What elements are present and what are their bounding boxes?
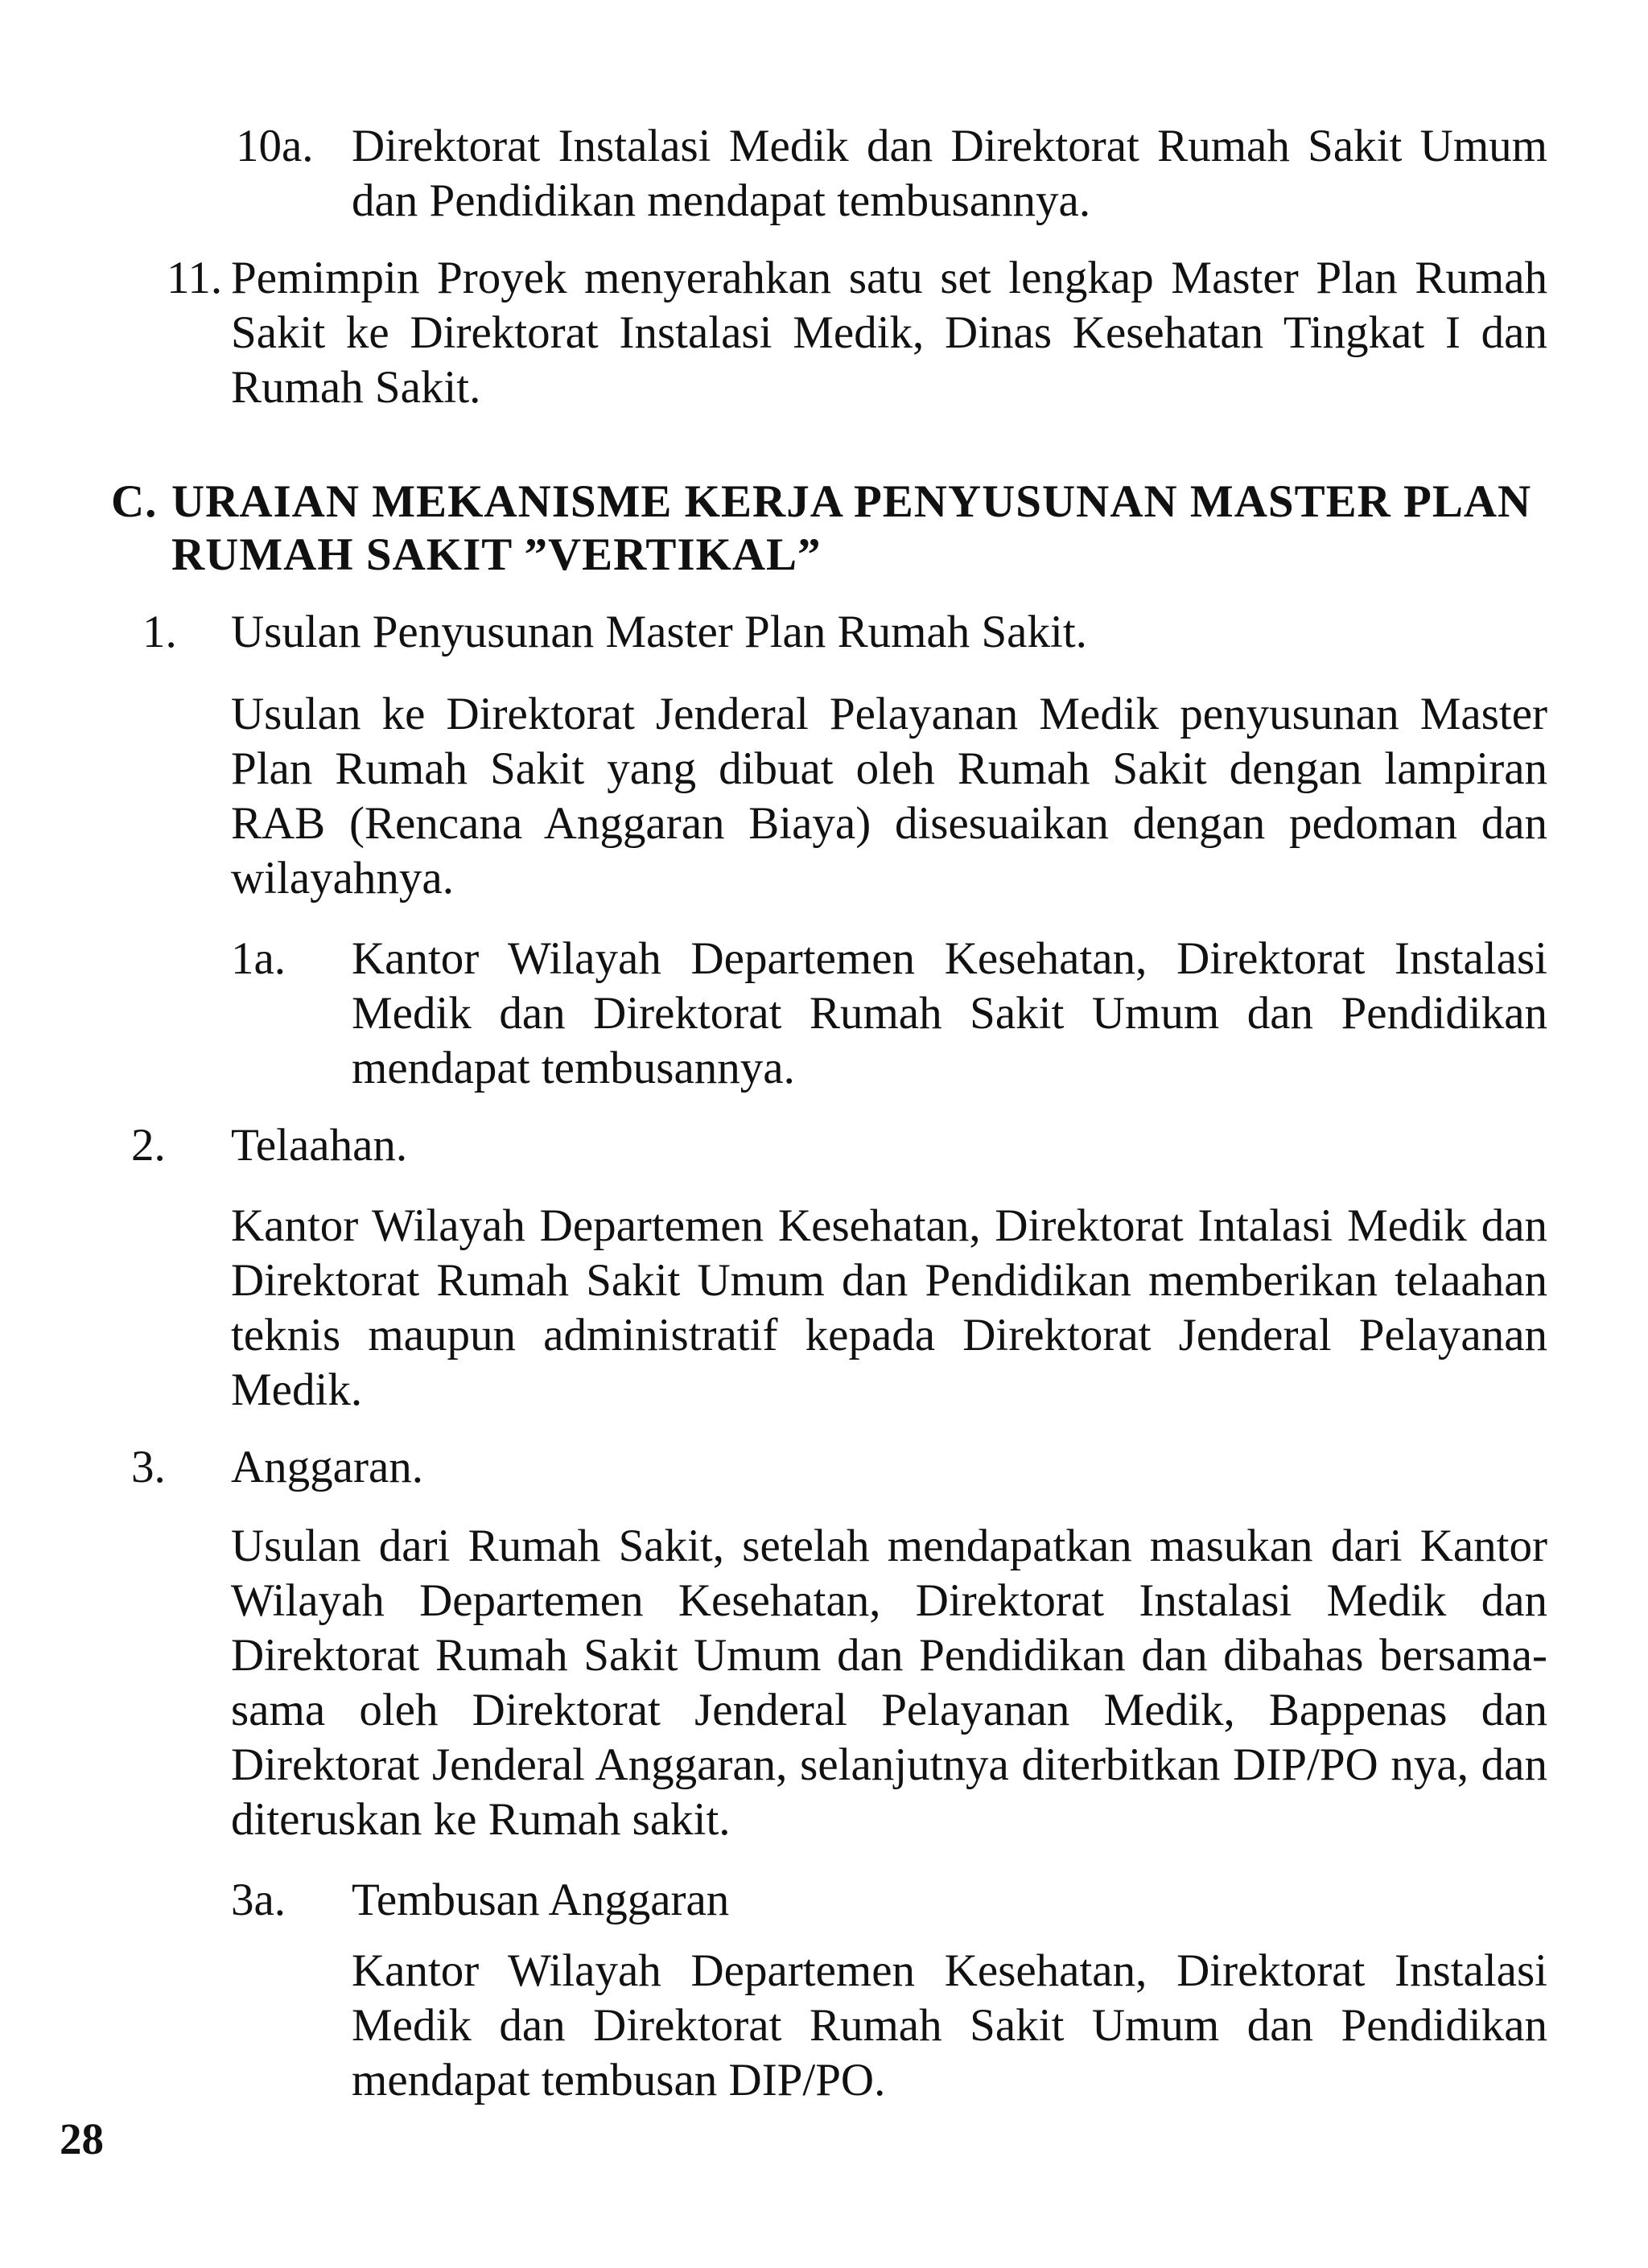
- c3-sub-number: 3a.: [231, 1875, 286, 1925]
- c1-sub-number: 1a.: [231, 933, 286, 984]
- item-text-10a: Direktorat Instalasi Medik dan Direktorat Rumah Sakit Umum dan Pendidikan mendapat tembusannya.: [352, 121, 1547, 226]
- c3-number: 3.: [131, 1442, 166, 1492]
- item-text-11: Pemimpin Proyek menyerahkan satu set lengkap Master Plan Rumah Sakit ke Direktorat Instalasi Medik, Dinas Kesehatan Tingkat I dan Rumah Sakit.: [231, 253, 1547, 413]
- c3-heading: Anggaran.: [231, 1442, 423, 1492]
- c1-heading: Usulan Penyusunan Master Plan Rumah Sakit.: [231, 607, 1087, 657]
- section-c-title-line2: RUMAH SAKIT ”VERTIKAL”: [171, 529, 822, 580]
- c1-sub-text: Kantor Wilayah Departemen Kesehatan, Direktorat Instalasi Medik dan Direktorat Rumah Sakit Umum dan Pendidikan mendapat tembusannya.: [352, 933, 1547, 1093]
- page-number: 28: [60, 2114, 104, 2163]
- c1-number: 1.: [142, 607, 177, 657]
- item-number-10a: 10a.: [236, 121, 314, 171]
- item-number-11: 11.: [167, 253, 223, 303]
- c1-body: Usulan ke Direktorat Jenderal Pelayanan Medik penyusunan Master Plan Rumah Sakit yang dibuat oleh Rumah Sakit dengan lampiran RAB (Rencana Anggaran Biaya) disesuaikan dengan pedoman dan wilayahnya.: [231, 689, 1547, 903]
- c2-heading: Telaahan.: [231, 1120, 408, 1171]
- c3-sub-heading: Tembusan Anggaran: [352, 1875, 730, 1925]
- c2-number: 2.: [131, 1120, 166, 1171]
- section-c-title-line1: URAIAN MEKANISME KERJA PENYUSUNAN MASTER PLAN: [171, 476, 1532, 527]
- c3-body: Usulan dari Rumah Sakit, setelah mendapatkan masukan dari Kantor Wilayah Departemen Kesehatan, Direktorat Instalasi Medik dan Direktorat Rumah Sakit Umum dan Pendidikan dan dibahas bersama-sama oleh Direktorat Jenderal Pelayanan Medik, Bappenas dan Direktorat Jenderal Anggaran, selanjutnya diterbitkan DIP/PO nya, dan diteruskan ke Rumah sakit.: [231, 1521, 1547, 1845]
- c3-sub-text: Kantor Wilayah Departemen Kesehatan, Direktorat Instalasi Medik dan Direktorat Rumah Sakit Umum dan Pendidikan mendapat tembusan DIP/PO.: [352, 1945, 1547, 2105]
- section-c-letter: C.: [111, 476, 158, 527]
- c2-body: Kantor Wilayah Departemen Kesehatan, Direktorat Intalasi Medik dan Direktorat Rumah Sakit Umum dan Pendidikan memberikan telaahan teknis maupun administratif kepada Direktorat Jenderal Pelayanan Medik.: [231, 1200, 1547, 1415]
